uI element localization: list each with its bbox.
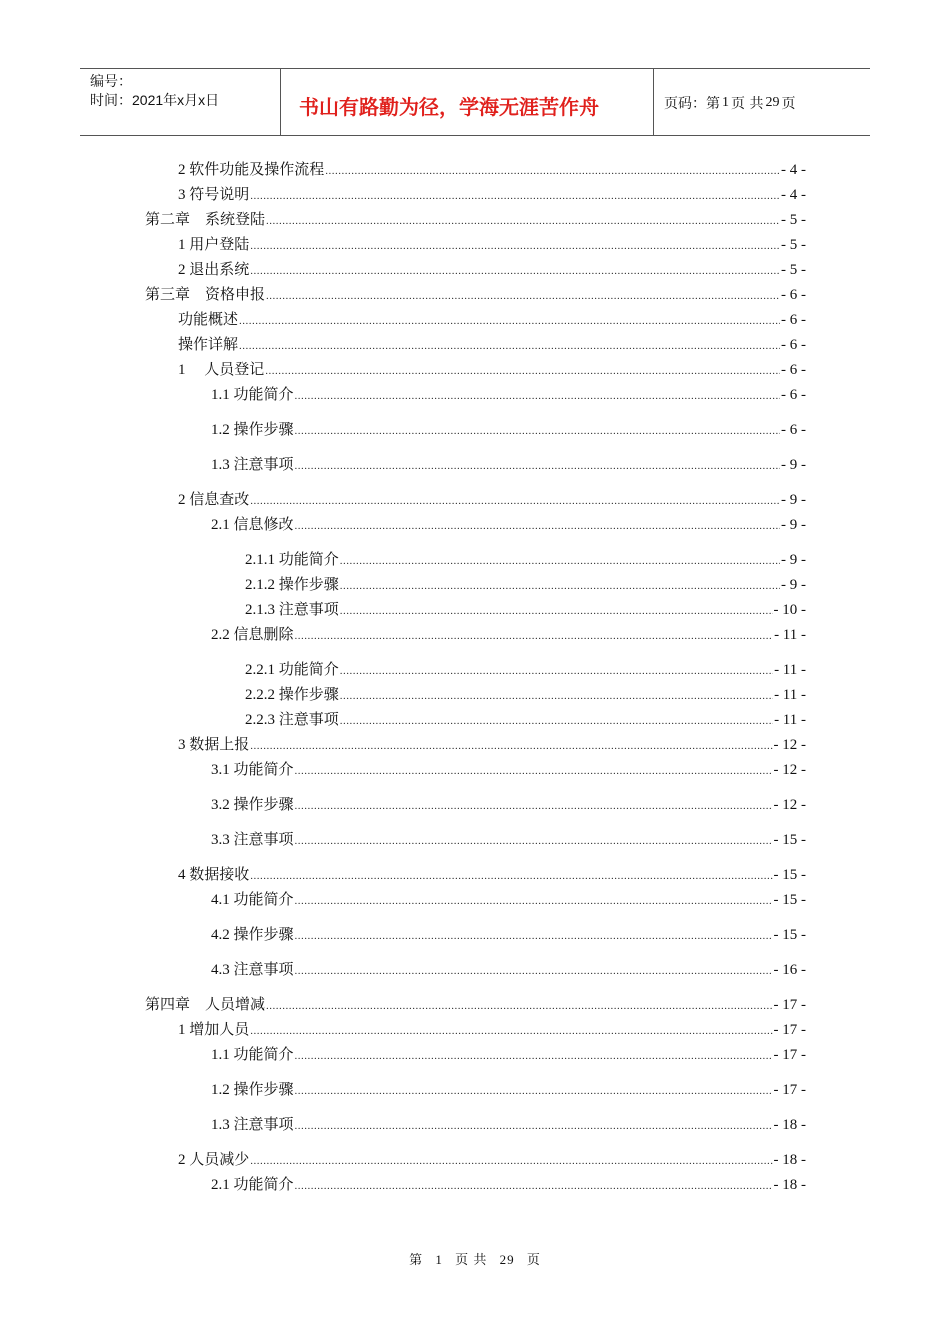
serial-label: 编号： [90,73,132,89]
toc-entry[interactable] [211,385,806,405]
toc-entry-label: 4.2 操作步骤 [211,927,294,943]
toc-dot-leader [340,576,780,596]
toc-entry-label: 功能概述 [178,312,239,328]
toc-entry-page: - 9 - [781,457,806,473]
toc-dot-leader [295,926,773,946]
toc-dot-leader [295,831,773,851]
toc-entry-page: - 9 - [781,517,806,533]
header-page-prefix: 页码：第 [664,96,720,112]
toc-entry-page: - 4 - [781,187,806,203]
toc-entry[interactable] [178,865,806,885]
toc-dot-leader [295,1116,773,1136]
toc-entry[interactable] [211,830,806,850]
toc-entry-label: 4 数据接收 [178,867,250,883]
toc-dot-leader [340,711,773,731]
toc-entry-page: - 6 - [781,337,806,353]
toc-entry[interactable] [211,960,806,980]
toc-entry-label: 2.2 信息删除 [211,627,294,643]
toc-dot-leader [250,491,780,511]
toc-entry[interactable] [145,285,806,305]
footer-current: 1 [435,1252,443,1267]
toc-dot-leader [250,736,772,756]
toc-entry[interactable] [178,310,806,330]
header-page-current: 1 [722,95,729,110]
toc-dot-leader [250,1151,772,1171]
toc-dot-leader [295,386,780,406]
toc-entry[interactable] [178,1150,806,1170]
toc-dot-leader [295,456,780,476]
toc-dot-leader [295,796,773,816]
footer-suffix: 页 [526,1252,541,1267]
header-motto: 书山有路勤为径，学海无涯苦作舟 [281,69,654,135]
toc-entry-label: 3 数据上报 [178,737,250,753]
toc-entry-label: 2 退出系统 [178,262,250,278]
toc-dot-leader [340,686,773,706]
toc-entry-page: - 6 - [781,362,806,378]
toc-entry-label: 第三章 资格申报 [145,287,266,303]
toc-entry-label: 1 增加人员 [178,1022,250,1038]
toc-entry-page: - 6 - [781,287,806,303]
toc-entry-label: 1.3 注意事项 [211,457,294,473]
toc-entry-page: - 15 - [773,892,806,908]
toc-entry-label: 2.1 信息修改 [211,517,294,533]
toc-entry-page: - 11 - [774,662,806,678]
toc-entry[interactable] [211,1175,806,1195]
toc-dot-leader [295,421,780,441]
toc-entry-label: 2.2.3 注意事项 [245,712,339,728]
toc-entry-page: - 15 - [773,927,806,943]
toc-dot-leader [250,866,772,886]
toc-entry-page: - 12 - [773,762,806,778]
toc-entry-label: 2.2.2 操作步骤 [245,687,339,703]
toc-entry[interactable] [211,760,806,780]
toc-entry-label: 3.2 操作步骤 [211,797,294,813]
toc-entry-page: - 6 - [781,312,806,328]
toc-dot-leader [295,516,780,536]
toc-dot-leader [266,996,772,1016]
toc-entry-label: 2 信息查改 [178,492,250,508]
toc-entry-label: 第二章 系统登陆 [145,212,266,228]
toc-entry-page: - 5 - [781,212,806,228]
toc-entry-label: 3.1 功能简介 [211,762,294,778]
toc-entry-label: 2.1.2 操作步骤 [245,577,339,593]
toc-entry-label: 1 人员登记 [178,362,265,378]
toc-entry-label: 操作详解 [178,337,239,353]
toc-entry-page: - 18 - [773,1117,806,1133]
footer-prefix: 第 [409,1252,424,1267]
toc-entry-page: - 17 - [773,1082,806,1098]
toc-entry[interactable] [211,515,806,535]
toc-entry[interactable] [211,1115,806,1135]
toc-entry-page: - 17 - [773,1047,806,1063]
toc-entry-label: 2 人员减少 [178,1152,250,1168]
toc-entry-label: 2.1 功能简介 [211,1177,294,1193]
toc-entry-label: 1.2 操作步骤 [211,422,294,438]
toc-dot-leader [250,261,780,281]
toc-entry-page: - 11 - [774,712,806,728]
toc-dot-leader [250,236,780,256]
toc-entry-label: 4.1 功能简介 [211,892,294,908]
toc-entry-page: - 11 - [774,627,806,643]
toc-entry-page: - 17 - [773,1022,806,1038]
toc-dot-leader [340,601,773,621]
toc-entry[interactable] [211,455,806,475]
toc-entry[interactable] [178,260,806,280]
toc-dot-leader [250,1021,772,1041]
toc-dot-leader [295,1081,773,1101]
toc-entry[interactable] [178,335,806,355]
toc-dot-leader [295,891,773,911]
toc-dot-leader [265,361,780,381]
toc-entry-label: 1.1 功能简介 [211,1047,294,1063]
toc-entry-page: - 15 - [773,867,806,883]
toc-entry[interactable] [178,1020,806,1040]
toc-entry[interactable] [211,925,806,945]
toc-entry[interactable] [211,625,806,645]
toc-entry-page: - 9 - [781,577,806,593]
toc-entry[interactable] [211,420,806,440]
header-page-mid: 页 共 [731,96,764,112]
footer-total: 29 [499,1252,515,1267]
page-footer [0,1249,950,1268]
toc-entry-page: - 12 - [773,737,806,753]
toc-entry[interactable] [245,685,806,705]
toc-entry[interactable] [245,600,806,620]
toc-entry-page: - 12 - [773,797,806,813]
toc-dot-leader [325,161,780,181]
toc-entry[interactable] [178,185,806,205]
toc-entry-label: 3 符号说明 [178,187,250,203]
toc-entry[interactable] [178,490,806,510]
toc-entry-page: - 10 - [773,602,806,618]
toc-entry-label: 1.1 功能简介 [211,387,294,403]
toc-entry[interactable] [178,360,806,380]
toc-entry-label: 1.2 操作步骤 [211,1082,294,1098]
toc-entry-label: 1 用户登陆 [178,237,250,253]
toc-entry[interactable] [145,210,806,230]
toc-entry[interactable] [245,710,806,730]
toc-entry-label: 2.2.1 功能简介 [245,662,339,678]
toc-dot-leader [250,186,780,206]
toc-dot-leader [266,211,780,231]
toc-entry-page: - 4 - [781,162,806,178]
toc-entry-page: - 9 - [781,492,806,508]
toc-entry[interactable] [211,1045,806,1065]
toc-entry-label: 2.1.3 注意事项 [245,602,339,618]
toc-entry-page: - 16 - [773,962,806,978]
toc-dot-leader [295,1046,773,1066]
toc-entry[interactable] [178,735,806,755]
toc-entry[interactable] [178,160,806,180]
toc-entry[interactable] [145,995,806,1015]
toc-entry[interactable] [245,575,806,595]
toc-entry-label: 4.3 注意事项 [211,962,294,978]
toc-entry-page: - 11 - [774,687,806,703]
toc-entry-label: 1.3 注意事项 [211,1117,294,1133]
toc-entry-page: - 5 - [781,237,806,253]
toc-entry[interactable] [211,1080,806,1100]
toc-entry-page: - 17 - [773,997,806,1013]
toc-entry-page: - 6 - [781,387,806,403]
toc-entry[interactable] [211,795,806,815]
toc-entry-label: 2.1.1 功能简介 [245,552,339,568]
toc-dot-leader [266,286,780,306]
toc-dot-leader [239,311,780,331]
toc-entry[interactable] [211,890,806,910]
toc-entry-page: - 18 - [773,1152,806,1168]
toc-entry-page: - 18 - [773,1177,806,1193]
toc-entry-page: - 15 - [773,832,806,848]
toc-entry[interactable] [245,660,806,680]
toc-entry-page: - 9 - [781,552,806,568]
toc-entry-label: 第四章 人员增减 [145,997,266,1013]
toc-entry[interactable] [178,235,806,255]
header-page-total: 29 [765,95,780,110]
toc-dot-leader [295,626,774,646]
toc-dot-leader [340,661,773,681]
time-label: 时间：2021年x月x日 [90,92,220,108]
toc-entry-page: - 5 - [781,262,806,278]
toc-entry[interactable] [245,550,806,570]
toc-dot-leader [239,336,780,356]
footer-mid: 页 共 [455,1252,488,1267]
toc-dot-leader [295,1176,773,1196]
toc-dot-leader [295,961,773,981]
toc-entry-page: - 6 - [781,422,806,438]
toc-dot-leader [340,551,780,571]
toc-entry-label: 2 软件功能及操作流程 [178,162,325,178]
toc-dot-leader [295,761,773,781]
toc-entry-label: 3.3 注意事项 [211,832,294,848]
header-page-suffix: 页 [781,96,796,112]
